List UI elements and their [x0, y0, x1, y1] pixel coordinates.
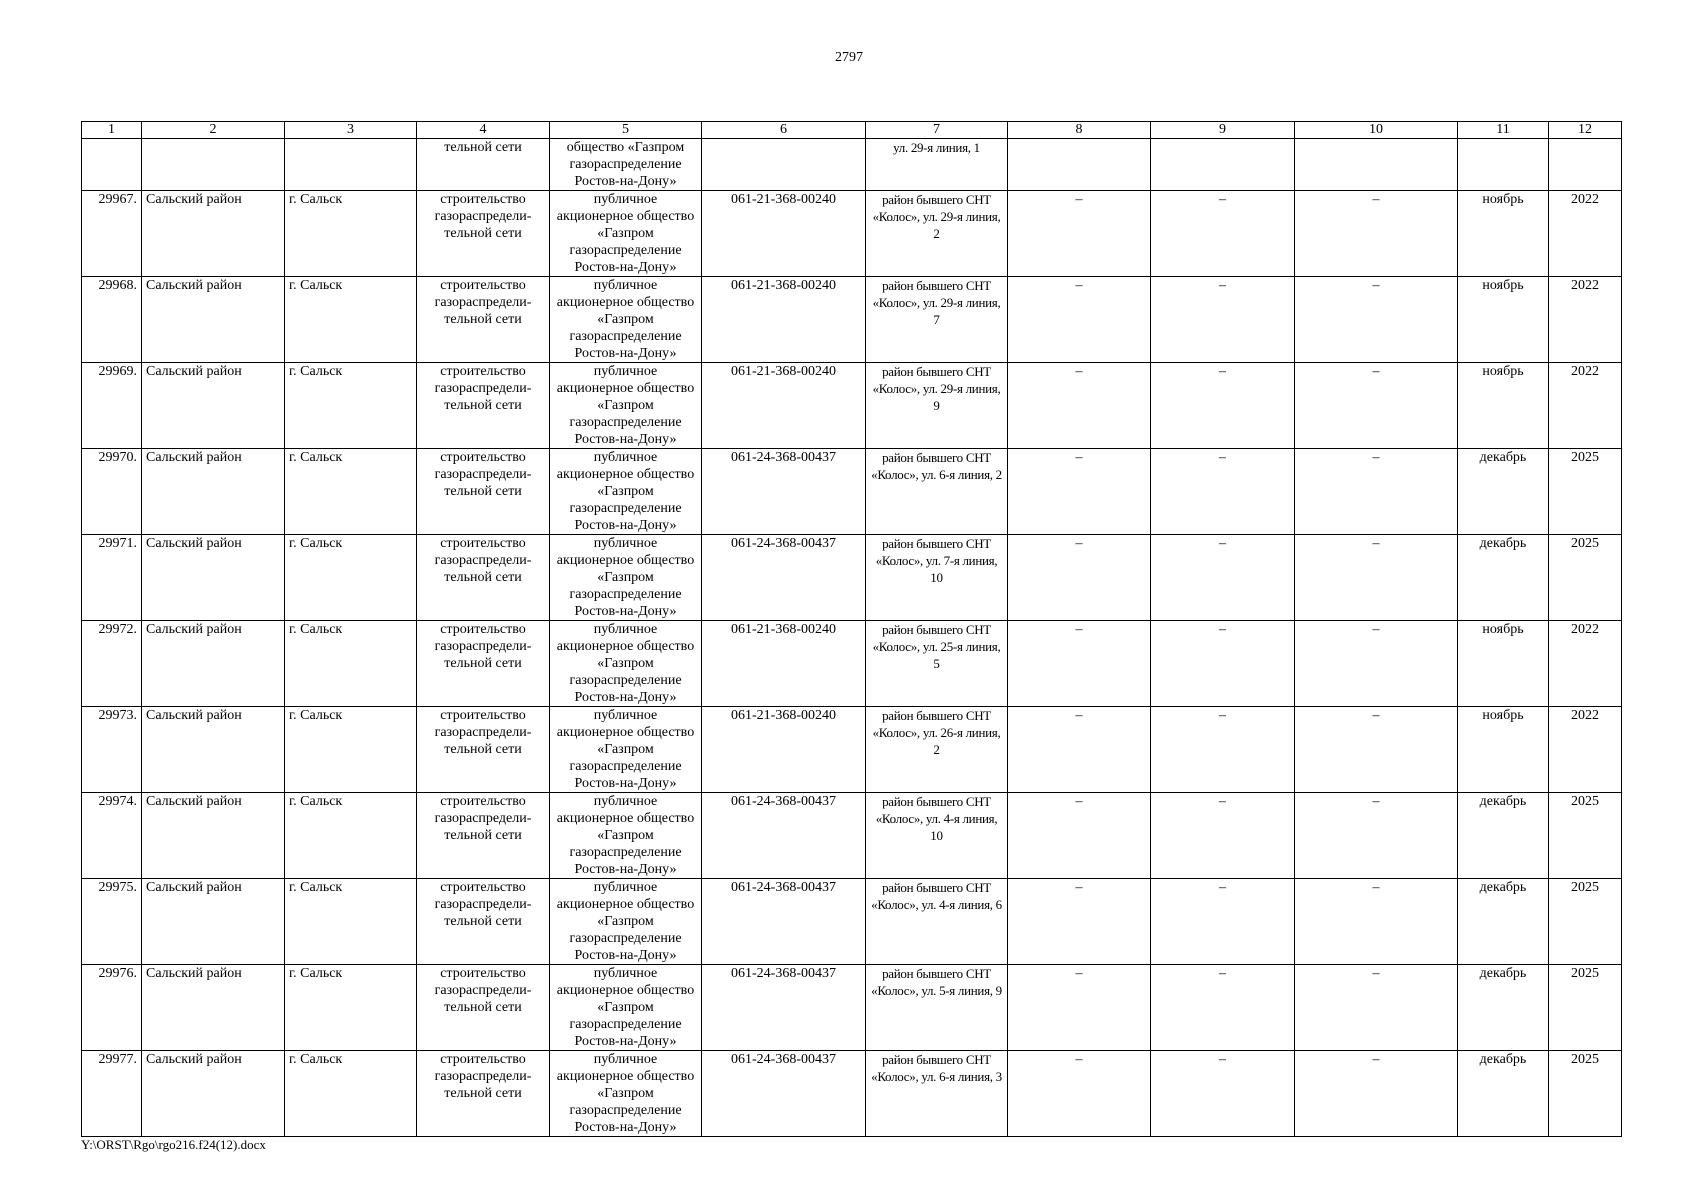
- cell-year: 2022: [1549, 277, 1622, 363]
- cell-city: [285, 139, 417, 191]
- cell-month: [1458, 139, 1549, 191]
- table-row: [82, 621, 1622, 707]
- cell-address: ул. 29-я линия, 1: [866, 139, 1008, 191]
- cell-num: 29968.: [82, 277, 142, 363]
- cell-month: ноябрь: [1458, 621, 1549, 707]
- cell-col8: [1008, 139, 1151, 191]
- column-header: 3: [285, 122, 417, 139]
- cell-district: Сальский район: [142, 707, 285, 793]
- cell-address: район бывшего СНТ «Колос», ул. 7-я линия, 10: [866, 535, 1008, 621]
- cell-district: Сальский район: [142, 191, 285, 277]
- cell-work: строительство газораспредели-тельной сети: [417, 707, 550, 793]
- cell-district: Сальский район: [142, 879, 285, 965]
- cell-col8: –: [1008, 793, 1151, 879]
- cell-city: г. Сальск: [285, 535, 417, 621]
- cell-district: Сальский район: [142, 535, 285, 621]
- table-row: [82, 191, 1622, 277]
- cell-col9: –: [1151, 879, 1295, 965]
- cell-org: публичное акционерное общество «Газпром газораспределение Ростов-на-Дону»: [550, 535, 702, 621]
- cell-district: Сальский район: [142, 793, 285, 879]
- cell-org: публичное акционерное общество «Газпром газораспределение Ростов-на-Дону»: [550, 621, 702, 707]
- cell-code: 061-21-368-00240: [702, 363, 866, 449]
- cell-code: 061-24-368-00437: [702, 449, 866, 535]
- cell-year: 2025: [1549, 535, 1622, 621]
- cell-month: декабрь: [1458, 879, 1549, 965]
- cell-district: [142, 139, 285, 191]
- cell-code: 061-24-368-00437: [702, 1051, 866, 1137]
- cell-col9: –: [1151, 277, 1295, 363]
- cell-year: 2025: [1549, 879, 1622, 965]
- cell-col10: –: [1295, 621, 1458, 707]
- cell-year: 2025: [1549, 793, 1622, 879]
- cell-col9: –: [1151, 621, 1295, 707]
- cell-num: 29967.: [82, 191, 142, 277]
- cell-col10: –: [1295, 191, 1458, 277]
- cell-work: тельной сети: [417, 139, 550, 191]
- cell-col10: [1295, 139, 1458, 191]
- cell-col8: –: [1008, 535, 1151, 621]
- cell-district: Сальский район: [142, 449, 285, 535]
- cell-year: 2022: [1549, 707, 1622, 793]
- table-row: [82, 879, 1622, 965]
- cell-org: публичное акционерное общество «Газпром газораспределение Ростов-на-Дону»: [550, 707, 702, 793]
- cell-col8: –: [1008, 879, 1151, 965]
- cell-address: район бывшего СНТ «Колос», ул. 4-я линия, 10: [866, 793, 1008, 879]
- cell-code: 061-21-368-00240: [702, 191, 866, 277]
- cell-code: 061-24-368-00437: [702, 879, 866, 965]
- cell-col10: –: [1295, 879, 1458, 965]
- table-row: [82, 793, 1622, 879]
- cell-num: 29972.: [82, 621, 142, 707]
- cell-work: строительство газораспредели-тельной сети: [417, 277, 550, 363]
- footer-file-path: Y:\ORST\Rgo\rgo216.f24(12).docx: [81, 1137, 266, 1152]
- column-header: 4: [417, 122, 550, 139]
- cell-city: г. Сальск: [285, 363, 417, 449]
- cell-col10: –: [1295, 793, 1458, 879]
- cell-num: 29976.: [82, 965, 142, 1051]
- cell-col10: –: [1295, 363, 1458, 449]
- cell-work: строительство газораспредели-тельной сети: [417, 449, 550, 535]
- cell-month: ноябрь: [1458, 277, 1549, 363]
- cell-district: Сальский район: [142, 277, 285, 363]
- cell-code: 061-24-368-00437: [702, 965, 866, 1051]
- table-row: [82, 1051, 1622, 1137]
- cell-code: 061-21-368-00240: [702, 277, 866, 363]
- cell-city: г. Сальск: [285, 277, 417, 363]
- header-row: [82, 122, 1622, 139]
- cell-col8: –: [1008, 965, 1151, 1051]
- cell-city: г. Сальск: [285, 191, 417, 277]
- cell-address: район бывшего СНТ «Колос», ул. 26-я линия, 2: [866, 707, 1008, 793]
- cell-month: декабрь: [1458, 535, 1549, 621]
- cell-address: район бывшего СНТ «Колос», ул. 6-я линия, 2: [866, 449, 1008, 535]
- cell-num: 29971.: [82, 535, 142, 621]
- column-header: 7: [866, 122, 1008, 139]
- cell-district: Сальский район: [142, 965, 285, 1051]
- cell-work: строительство газораспредели-тельной сети: [417, 965, 550, 1051]
- cell-col9: –: [1151, 449, 1295, 535]
- cell-col8: –: [1008, 621, 1151, 707]
- continuation-row: [82, 139, 1622, 191]
- cell-org: публичное акционерное общество «Газпром газораспределение Ростов-на-Дону»: [550, 363, 702, 449]
- cell-month: декабрь: [1458, 793, 1549, 879]
- registry-table: [81, 121, 1622, 1137]
- cell-num: 29975.: [82, 879, 142, 965]
- cell-work: строительство газораспредели-тельной сети: [417, 191, 550, 277]
- cell-org: общество «Газпром газораспределение Ростов-на-Дону»: [550, 139, 702, 191]
- cell-address: район бывшего СНТ «Колос», ул. 29-я линия, 9: [866, 363, 1008, 449]
- cell-city: г. Сальск: [285, 449, 417, 535]
- cell-address: район бывшего СНТ «Колос», ул. 29-я линия, 2: [866, 191, 1008, 277]
- column-header: 12: [1549, 122, 1622, 139]
- cell-year: 2022: [1549, 621, 1622, 707]
- cell-month: ноябрь: [1458, 707, 1549, 793]
- table-row: [82, 277, 1622, 363]
- cell-col9: –: [1151, 191, 1295, 277]
- table-row: [82, 363, 1622, 449]
- cell-col8: –: [1008, 449, 1151, 535]
- table-row: [82, 449, 1622, 535]
- cell-org: публичное акционерное общество «Газпром газораспределение Ростов-на-Дону»: [550, 191, 702, 277]
- cell-num: 29973.: [82, 707, 142, 793]
- column-header: 5: [550, 122, 702, 139]
- cell-num: 29974.: [82, 793, 142, 879]
- cell-address: район бывшего СНТ «Колос», ул. 5-я линия, 9: [866, 965, 1008, 1051]
- cell-district: Сальский район: [142, 1051, 285, 1137]
- cell-district: Сальский район: [142, 363, 285, 449]
- cell-city: г. Сальск: [285, 965, 417, 1051]
- cell-city: г. Сальск: [285, 1051, 417, 1137]
- cell-col10: –: [1295, 277, 1458, 363]
- cell-col8: –: [1008, 277, 1151, 363]
- cell-address: район бывшего СНТ «Колос», ул. 4-я линия, 6: [866, 879, 1008, 965]
- cell-code: 061-24-368-00437: [702, 793, 866, 879]
- cell-month: декабрь: [1458, 965, 1549, 1051]
- cell-col10: –: [1295, 535, 1458, 621]
- cell-code: 061-21-368-00240: [702, 621, 866, 707]
- table-row: [82, 535, 1622, 621]
- cell-code: [702, 139, 866, 191]
- cell-year: 2025: [1549, 449, 1622, 535]
- cell-col9: –: [1151, 965, 1295, 1051]
- cell-num: 29977.: [82, 1051, 142, 1137]
- cell-month: декабрь: [1458, 449, 1549, 535]
- cell-org: публичное акционерное общество «Газпром газораспределение Ростов-на-Дону»: [550, 965, 702, 1051]
- table-row: [82, 965, 1622, 1051]
- table-header: [82, 122, 1622, 139]
- cell-col10: –: [1295, 1051, 1458, 1137]
- cell-year: 2022: [1549, 191, 1622, 277]
- cell-org: публичное акционерное общество «Газпром газораспределение Ростов-на-Дону»: [550, 793, 702, 879]
- cell-col8: –: [1008, 363, 1151, 449]
- cell-num: [82, 139, 142, 191]
- page-number: 2797: [835, 50, 863, 65]
- cell-work: строительство газораспредели-тельной сети: [417, 363, 550, 449]
- cell-code: 061-21-368-00240: [702, 707, 866, 793]
- cell-col9: –: [1151, 707, 1295, 793]
- cell-num: 29970.: [82, 449, 142, 535]
- column-header: 1: [82, 122, 142, 139]
- cell-city: г. Сальск: [285, 621, 417, 707]
- cell-col9: [1151, 139, 1295, 191]
- cell-work: строительство газораспредели-тельной сети: [417, 793, 550, 879]
- cell-col8: –: [1008, 1051, 1151, 1137]
- cell-district: Сальский район: [142, 621, 285, 707]
- cell-address: район бывшего СНТ «Колос», ул. 25-я линия, 5: [866, 621, 1008, 707]
- column-header: 8: [1008, 122, 1151, 139]
- cell-col8: –: [1008, 707, 1151, 793]
- column-header: 9: [1151, 122, 1295, 139]
- cell-city: г. Сальск: [285, 707, 417, 793]
- table-body: [82, 139, 1622, 1137]
- cell-work: строительство газораспредели-тельной сети: [417, 879, 550, 965]
- cell-year: [1549, 139, 1622, 191]
- cell-work: строительство газораспредели-тельной сети: [417, 1051, 550, 1137]
- cell-year: 2022: [1549, 363, 1622, 449]
- cell-col9: –: [1151, 1051, 1295, 1137]
- column-header: 11: [1458, 122, 1549, 139]
- cell-year: 2025: [1549, 1051, 1622, 1137]
- cell-code: 061-24-368-00437: [702, 535, 866, 621]
- table-row: [82, 707, 1622, 793]
- cell-city: г. Сальск: [285, 879, 417, 965]
- column-header: 10: [1295, 122, 1458, 139]
- cell-col10: –: [1295, 449, 1458, 535]
- cell-year: 2025: [1549, 965, 1622, 1051]
- cell-address: район бывшего СНТ «Колос», ул. 6-я линия, 3: [866, 1051, 1008, 1137]
- cell-col10: –: [1295, 707, 1458, 793]
- cell-col9: –: [1151, 363, 1295, 449]
- cell-num: 29969.: [82, 363, 142, 449]
- cell-month: декабрь: [1458, 1051, 1549, 1137]
- cell-col8: –: [1008, 191, 1151, 277]
- cell-work: строительство газораспредели-тельной сети: [417, 621, 550, 707]
- cell-org: публичное акционерное общество «Газпром газораспределение Ростов-на-Дону»: [550, 449, 702, 535]
- cell-org: публичное акционерное общество «Газпром газораспределение Ростов-на-Дону»: [550, 879, 702, 965]
- column-header: 6: [702, 122, 866, 139]
- column-header: 2: [142, 122, 285, 139]
- cell-city: г. Сальск: [285, 793, 417, 879]
- cell-col9: –: [1151, 535, 1295, 621]
- cell-org: публичное акционерное общество «Газпром газораспределение Ростов-на-Дону»: [550, 277, 702, 363]
- cell-month: ноябрь: [1458, 191, 1549, 277]
- cell-org: публичное акционерное общество «Газпром газораспределение Ростов-на-Дону»: [550, 1051, 702, 1137]
- cell-address: район бывшего СНТ «Колос», ул. 29-я линия, 7: [866, 277, 1008, 363]
- cell-work: строительство газораспредели-тельной сети: [417, 535, 550, 621]
- cell-month: ноябрь: [1458, 363, 1549, 449]
- cell-col10: –: [1295, 965, 1458, 1051]
- cell-col9: –: [1151, 793, 1295, 879]
